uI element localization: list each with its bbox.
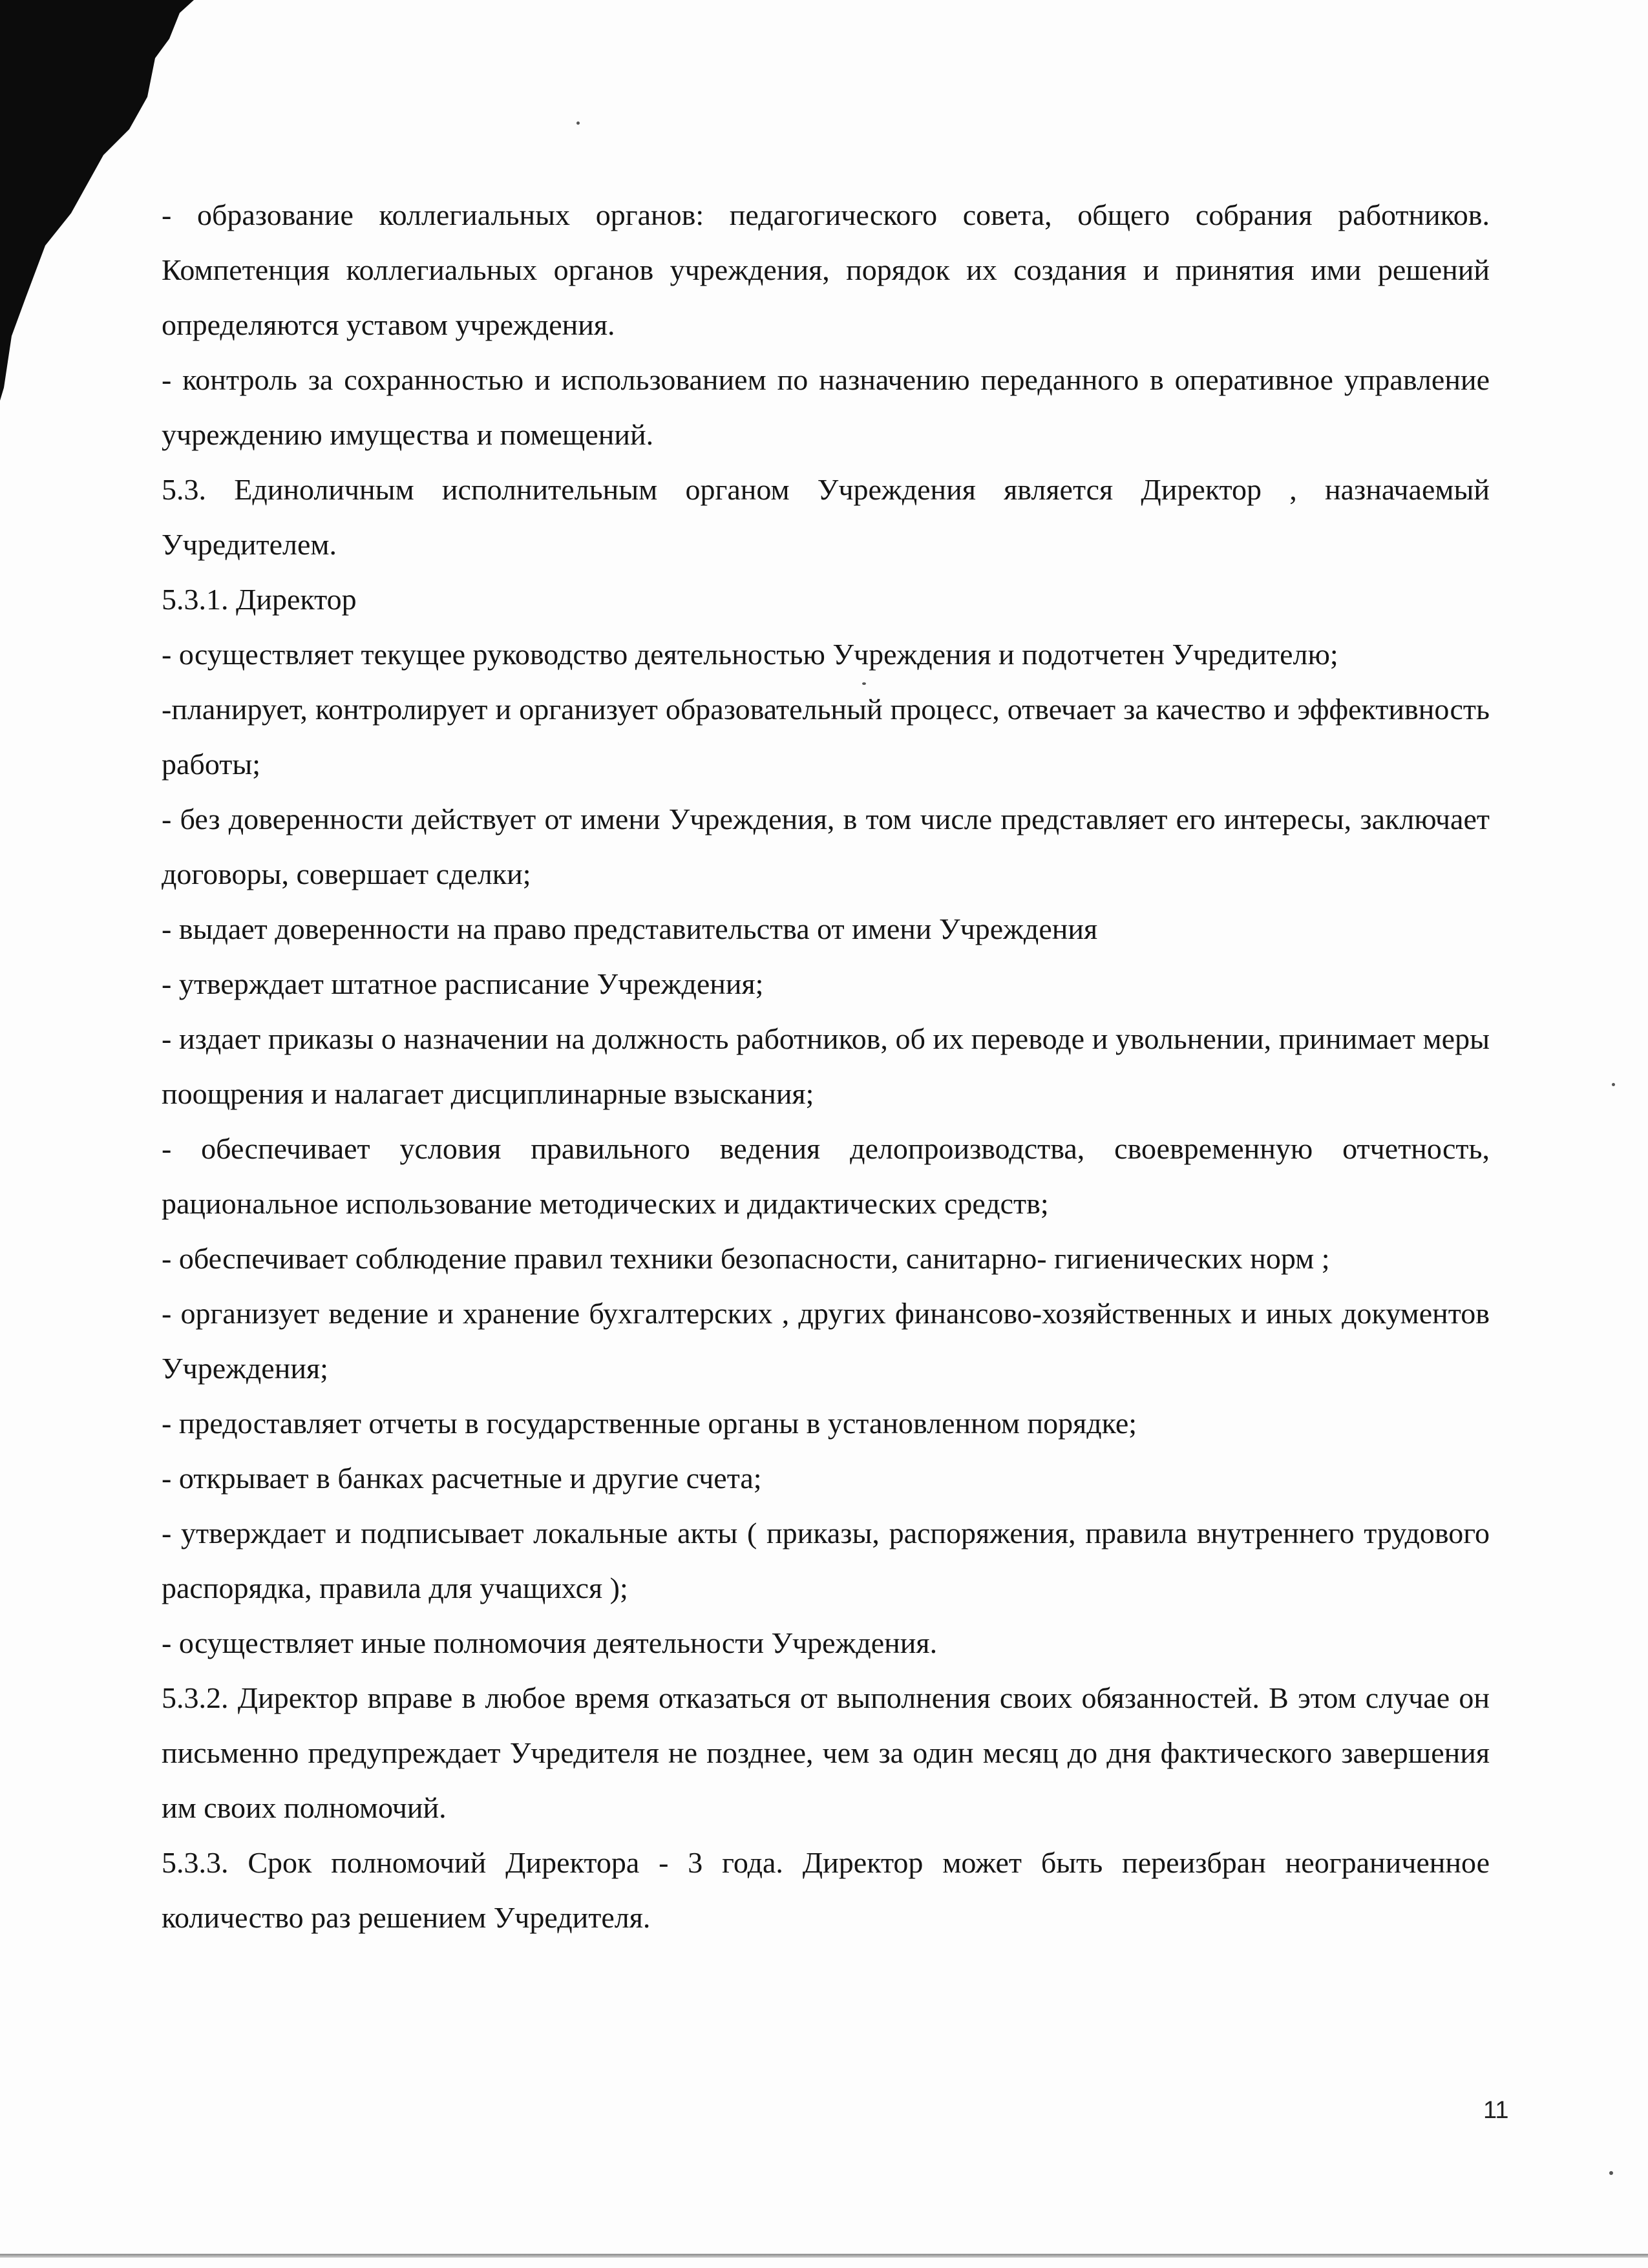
- scan-speck: [576, 121, 580, 125]
- list-item-local-acts: - утверждает и подписывает локальные акты ( приказы, распоряжения, правила внутреннего трудового распорядка, правила для учащихся );: [162, 1517, 1490, 1604]
- scan-speck: [1612, 1083, 1615, 1086]
- scan-speck: [862, 682, 866, 685]
- page-number: 11: [1483, 2097, 1509, 2124]
- list-item-state-reports: - предоставляет отчеты в государственные органы в установленном порядке;: [162, 1407, 1137, 1440]
- list-item-orders-appointment: - издает приказы о назначении на должность работников, об их переводе и увольнении, принимает меры поощрения и налагает дисциплинарные взыскания;: [162, 1022, 1490, 1110]
- list-item-current-management: - осуществляет текущее руководство деятельностью Учреждения и подотчетен Учредителю;: [162, 638, 1338, 671]
- list-item-plans-process: -планирует, контролирует и организует образовательный процесс, отвечает за качество и эффективность работы;: [162, 693, 1490, 781]
- paragraph-5-3-3-term: 5.3.3. Срок полномочий Директора - 3 года. Директор может быть переизбран неограниченное количество раз решением Учредителя.: [162, 1846, 1490, 1934]
- list-item-staff-schedule: - утверждает штатное расписание Учреждения;: [162, 967, 764, 1000]
- scan-speck: [1609, 2171, 1613, 2175]
- list-item-record-keeping: - обеспечивает условия правильного ведения делопроизводства, своевременную отчетность, рациональное использование методических и дидактических средств;: [162, 1132, 1490, 1220]
- list-item-safety-rules: - обеспечивает соблюдение правил техники безопасности, санитарно- гигиенических норм ;: [162, 1242, 1330, 1275]
- paragraph-collegial-bodies: - образование коллегиальных органов: педагогического совета, общего собрания работников. Компетенция коллегиальных органов учреждения, порядок их создания и принятия ими решений определяются уставом учреждения.: [162, 198, 1490, 341]
- paragraph-5-3-1-director: 5.3.1. Директор: [162, 583, 357, 616]
- list-item-issues-proxies: - выдает доверенности на право представительства от имени Учреждения: [162, 912, 1098, 945]
- paragraph-5-3-2-resignation: 5.3.2. Директор вправе в любое время отказаться от выполнения своих обязанностей. В этом случае он письменно предупреждает Учредителя не позднее, чем за один месяц до дня фактического завершения им своих полномочий.: [162, 1681, 1490, 1824]
- list-item-accounting-docs: - организует ведение и хранение бухгалтерских , других финансово-хозяйственных и иных документов Учреждения;: [162, 1297, 1490, 1385]
- paragraph-5-3-sole-executive: 5.3. Единоличным исполнительным органом Учреждения является Директор , назначаемый Учредителем.: [162, 473, 1490, 561]
- scan-bottom-edge: [0, 2254, 1648, 2258]
- list-item-bank-accounts: - открывает в банках расчетные и другие счета;: [162, 1462, 762, 1495]
- document-body: [162, 187, 1490, 1945]
- paragraph-property-control: - контроль за сохранностью и использованием по назначению переданного в оперативное управление учреждению имущества и помещений.: [162, 363, 1490, 451]
- list-item-other-powers: - осуществляет иные полномочия деятельности Учреждения.: [162, 1626, 938, 1659]
- list-item-acts-without-proxy: - без доверенности действует от имени Учреждения, в том числе представляет его интересы, заключает договоры, совершает сделки;: [162, 803, 1490, 890]
